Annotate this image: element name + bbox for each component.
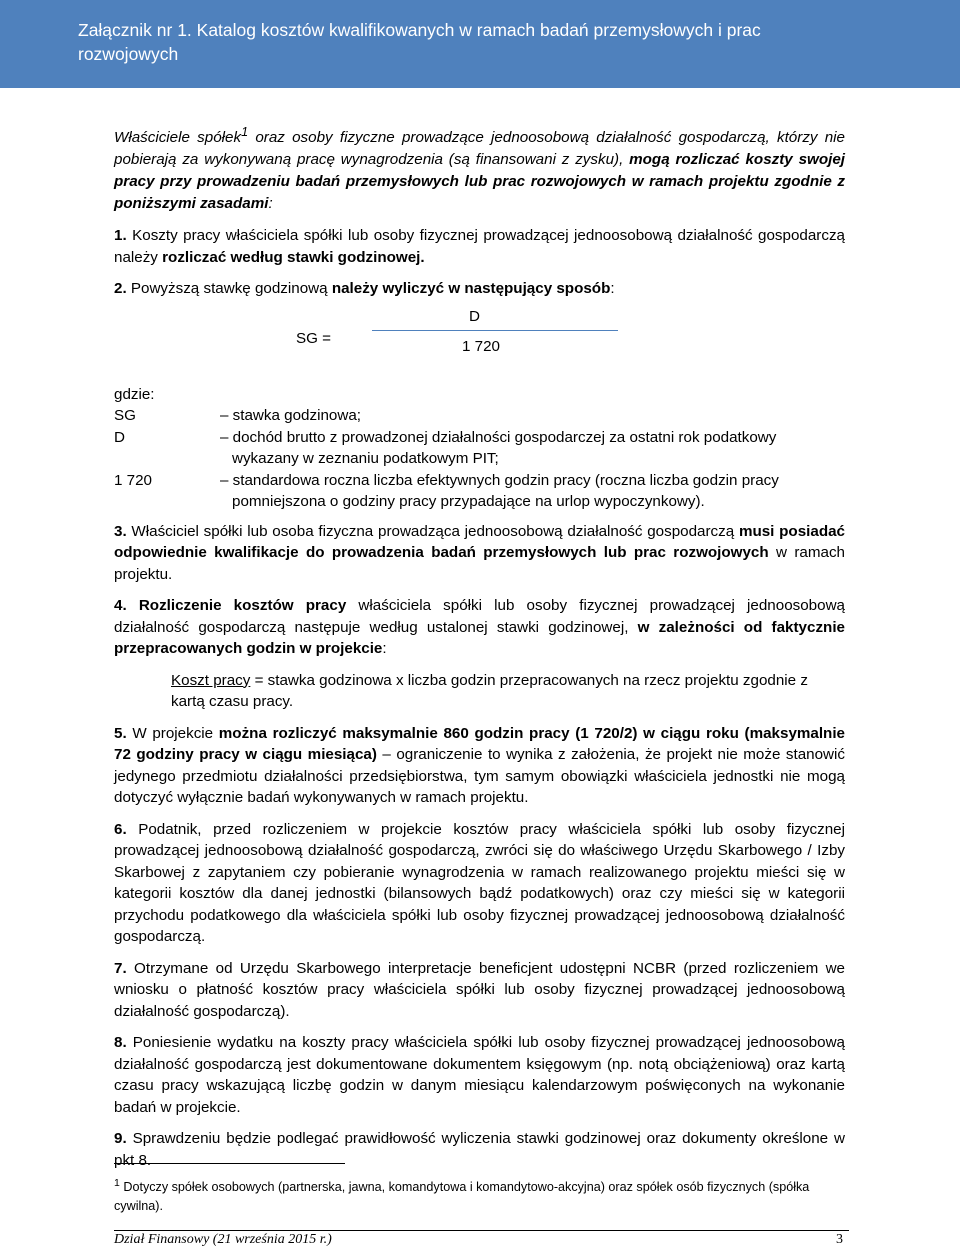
definition-line: wykazany w zeznaniu podatkowym PIT; <box>232 450 499 468</box>
paragraph-bold: należy wyliczyć w następujący sposób <box>331 280 611 298</box>
paragraph-text: Powyższą stawkę godzinową <box>126 280 332 298</box>
definition-row <box>114 470 845 513</box>
paragraph-3 <box>114 521 845 586</box>
paragraph-number: 1. <box>114 227 127 245</box>
intro-bold: mogą rozliczać koszty swojej pracy przy prowadzeniu badań przemysłowych lub prac rozwojowych w ramach projektu zgodnie z poniższymi zasadami <box>114 151 845 213</box>
paragraph-text: Koszty pracy właściciela spółki lub osoby fizycznej prowadzącej jednoosobową działalność gospodarczą należy <box>114 227 845 266</box>
definition-text: – stawka godzinowa; <box>220 407 361 425</box>
paragraph-2 <box>114 278 845 300</box>
paragraph-number: 5. <box>114 724 127 742</box>
definition-line: – standardowa roczna liczba efektywnych godzin pracy (roczna liczba godzin pracy <box>220 471 779 489</box>
paragraph-4 <box>114 595 845 660</box>
paragraph-bold: musi posiadać odpowiednie kwalifikacje do prowadzenia badań przemysłowych lub prac rozwojowych <box>114 522 845 562</box>
footnote-ref[interactable]: 1 <box>241 125 249 139</box>
fraction-line <box>372 330 618 331</box>
hourly-rate-formula <box>114 307 845 378</box>
formula-lhs: SG = <box>296 329 332 347</box>
definition-row <box>114 405 845 427</box>
paragraph-number: 9. <box>114 1130 127 1148</box>
cost-definition <box>171 670 845 713</box>
paragraph-bold: można rozliczyć maksymalnie 860 godzin pracy (1 720/2) w ciągu roku (maksymalnie 72 godziny pracy w ciągu miesiąca) <box>114 724 846 764</box>
paragraph-text: : <box>610 280 615 298</box>
page-number: 3 <box>836 1232 843 1247</box>
definitions-list <box>114 384 845 513</box>
paragraph-number: 4. <box>114 597 127 615</box>
paragraph-number: 2. <box>114 280 127 298</box>
cost-term: Koszt pracy <box>171 671 251 689</box>
definition-line: – dochód brutto z prowadzonej działalności gospodarczej za ostatni rok podatkowy <box>220 428 777 446</box>
paragraph-text: Sprawdzeniu będzie podlegać prawidłowość wyliczenia stawki godzinowej oraz dokumenty określone w pkt 8. <box>114 1130 845 1169</box>
definition-term: D <box>114 428 125 446</box>
footnote <box>114 1174 849 1216</box>
footnote-text: Dotyczy spółek osobowych (partnerska, jawna, komandytowa i komandytowo-akcyjna) oraz spółek osób fizycznych (spółka cywilna). <box>114 1180 810 1214</box>
paragraph-number: 3. <box>114 522 127 540</box>
intro-text: oraz osoby fizyczne prowadzące jednoosobową działalność gospodarczą, którzy nie pobierają za wykonywaną pracę wynagrodzenia (są finansowani z zysku), <box>114 129 845 169</box>
definition-row <box>114 427 845 470</box>
paragraph-5 <box>114 723 845 809</box>
footnote-separator <box>114 1163 345 1164</box>
footnote-number: 1 <box>114 1177 120 1189</box>
document-body <box>114 121 845 1181</box>
paragraph-text: w ramach projektu. <box>114 544 845 583</box>
definition-text <box>220 470 845 513</box>
paragraph-bold: rozliczać według stawki godzinowej. <box>162 248 425 266</box>
paragraph-7 <box>114 958 845 1023</box>
definition-line: pomniejszona o godziny pracy przypadające na urlop wypoczynkowy). <box>232 493 705 511</box>
paragraph-1 <box>114 225 845 268</box>
intro-text: : <box>268 195 273 213</box>
paragraph-bold: w zależności od faktycznie przepracowanych godzin w projekcie <box>114 618 845 658</box>
footer-department-date: Dział Finansowy (21 września 2015 r.) <box>114 1232 332 1247</box>
definition-term: SG <box>114 407 136 425</box>
footer-separator <box>114 1230 849 1231</box>
paragraph-number: 8. <box>114 1034 127 1052</box>
document-title: Załącznik nr 1. Katalog kosztów kwalifikowanych w ramach badań przemysłowych i prac rozwojowych <box>78 20 761 64</box>
paragraph-9 <box>114 1128 845 1171</box>
cost-text: = stawka godzinowa x liczba godzin przepracowanych na rzecz projektu zgodnie z kartą czasu pracy. <box>171 671 808 711</box>
paragraph-8 <box>114 1032 845 1118</box>
paragraph-text: Podatnik, przed rozliczeniem w projekcie kosztów pracy właściciela spółki lub osoby fizycznej prowadzącej jednoosobową działalność gospodarczą, zwróci się do właściwego Urzędu Skarbowego / Izby Skarbowej z zapytaniem czy pobieranie wynagrodzenia w ramach realizowanego projektu mieści się w kategorii kosztów dla danej jednostki (bilansowych bądź podatkowych) oraz czy mieści się w kategorii przychodu podatkowego dla właściciela spółki lub osoby fizycznej prowadzącej jednoosobową działalność gospodarczą. <box>114 820 845 946</box>
paragraph-bold: Rozliczenie kosztów pracy <box>126 597 347 615</box>
paragraph-text: – ograniczenie to wynika z założenia, że projekt nie może stanowić jedynego przedmiotu działalności przedsiębiorstwa, tym samym obowiązki właściciela jednostki nie mogą dotyczyć wyłącznie badań wykonywanych w ramach projektu. <box>114 746 845 807</box>
paragraph-text: : <box>382 640 387 658</box>
formula-numerator: D <box>469 307 480 325</box>
paragraph-number: 6. <box>114 820 127 838</box>
paragraph-text: właściciela spółki lub osoby fizycznej prowadzącej jednoosobową działalność gospodarczą następuje według ustalonej stawki godzinowej, <box>114 597 845 636</box>
intro-paragraph <box>114 121 845 215</box>
paragraph-6 <box>114 819 845 948</box>
definitions-intro: gdzie: <box>114 385 155 403</box>
formula-denominator: 1 720 <box>462 337 501 355</box>
definition-term: 1 720 <box>114 471 153 489</box>
header-band <box>0 0 960 88</box>
intro-text: Właściciele spółek <box>114 129 242 147</box>
definition-text <box>220 427 845 470</box>
paragraph-text: W projekcie <box>126 724 219 742</box>
paragraph-text: Właściciel spółki lub osoba fizyczna prowadząca jednoosobową działalność gospodarczą <box>126 522 739 540</box>
paragraph-text: Otrzymane od Urzędu Skarbowego interpretacje beneficjent udostępni NCBR (przed rozliczeniem we wniosku o płatność kosztów pracy właściciela spółki lub osoby fizycznej prowadzącej jednoosobową działalność gospodarczą). <box>114 959 845 1020</box>
paragraph-number: 7. <box>114 959 127 977</box>
paragraph-text: Poniesienie wydatku na koszty pracy właściciela spółki lub osoby fizycznej prowadzącej jednoosobową działalność gospodarczą jest dokumentowane dokumentem księgowym (np. notą obciążeniową) oraz kartą czasu pracy wskazującą liczbę godzin w danym miesiącu kalendarzowym poświęconych na wykonanie badań w projekcie. <box>114 1034 845 1116</box>
